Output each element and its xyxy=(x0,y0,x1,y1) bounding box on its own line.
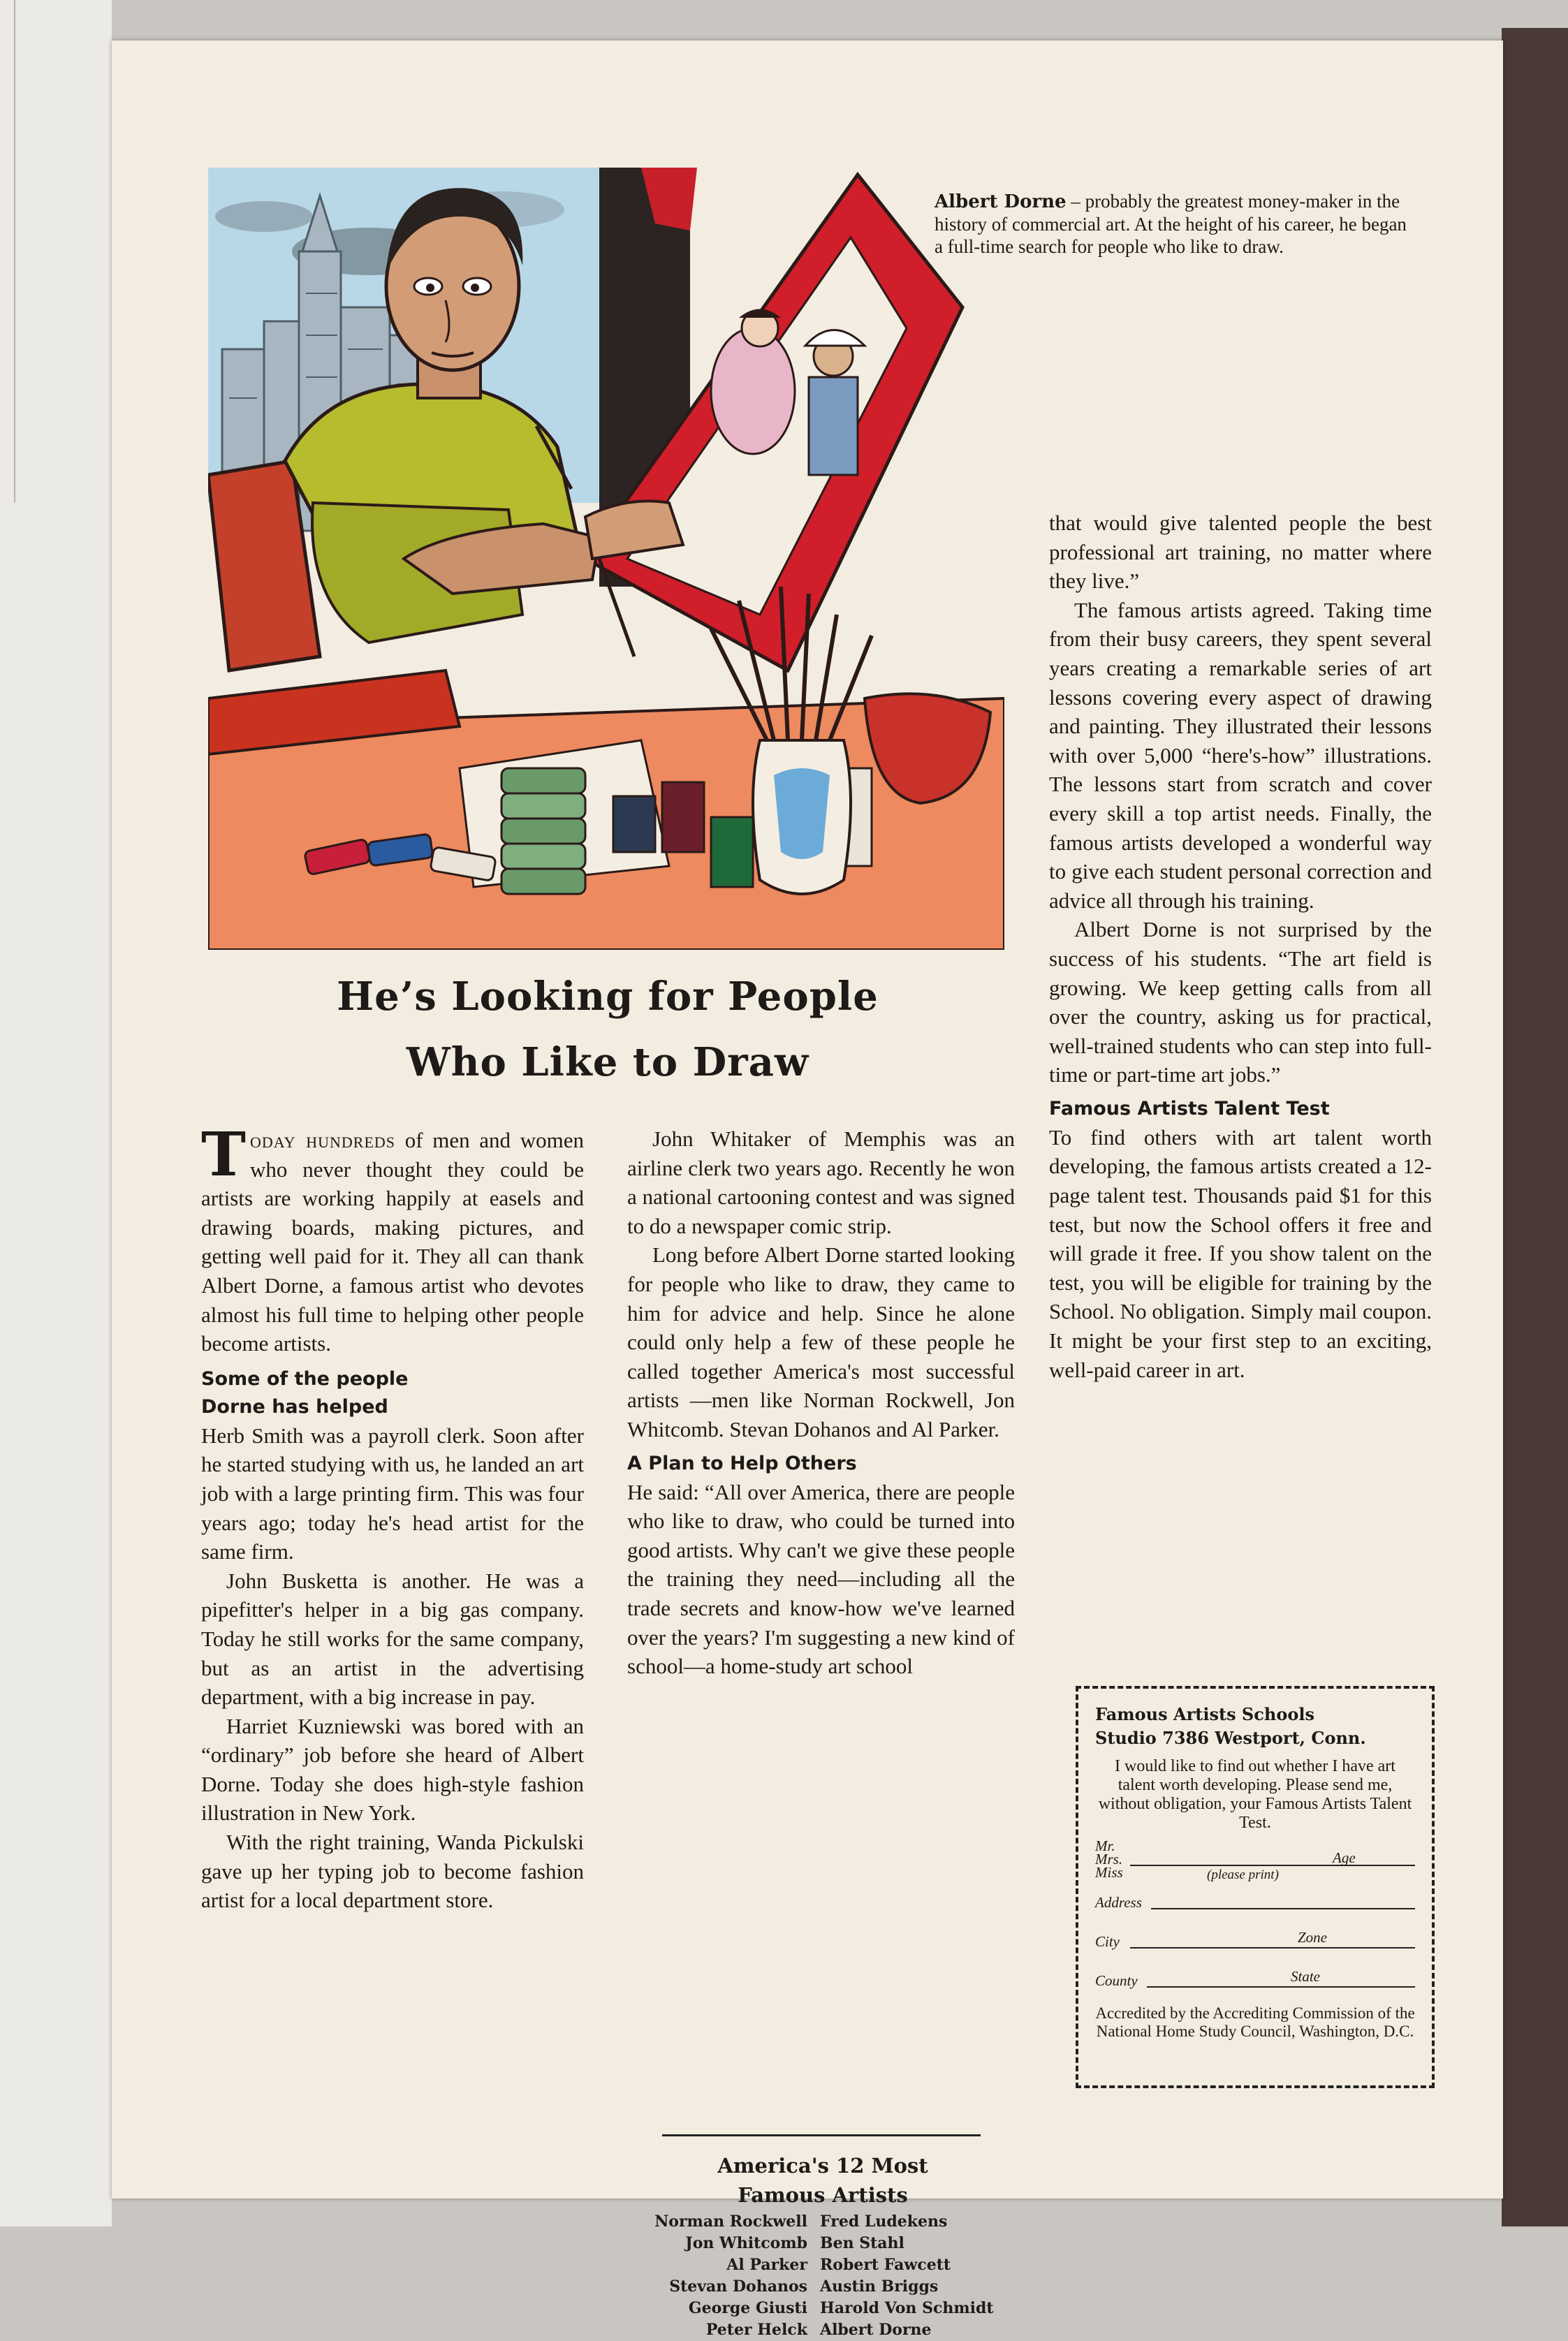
col2-paragraph-1: John Whitaker of Memphis was an airline clerk two years ago. Recently he won a national cartooning contest and was signed to do a newspaper comic strip. xyxy=(627,1127,1015,1238)
list-item xyxy=(627,2298,1018,2319)
zone-label: Zone xyxy=(1298,1929,1327,1946)
list-item xyxy=(627,2211,1018,2233)
col1-paragraph-3: John Busketta is another. He was a pipefitter's helper in a big gas company. Today he still works for the same company, but as an artist in the advertising department, with a big increase in pay. xyxy=(201,1568,584,1710)
column-3 xyxy=(1049,508,1432,1384)
col1-subhead-2: Dorne has helped xyxy=(201,1395,388,1418)
col3-paragraph-3: Albert Dorne is not surprised by the success of his students. “The art field is growing. We keep getting calls from all over the country, asking us for practical, well-trained students who can step into full-time or part-time art jobs.” xyxy=(1049,917,1432,1087)
artist-name: Jon Whitcomb xyxy=(685,2234,807,2252)
city-zone-field[interactable] xyxy=(1095,1926,1415,1953)
caption-text: – probably the greatest money-maker in the history of commercial art. At the height of his career, he began a full-time search for people who like to draw. xyxy=(935,191,1407,257)
address-field[interactable] xyxy=(1095,1887,1415,1914)
mail-coupon[interactable] xyxy=(1076,1686,1435,2088)
county-label: County xyxy=(1095,1972,1138,1989)
print-note: (please print) xyxy=(1207,1867,1279,1882)
col2-subhead: A Plan to Help Others xyxy=(627,1452,857,1474)
col3-paragraph-1: that would give talented people the best professional art training, no matter where they live.” xyxy=(1049,511,1432,594)
name-field[interactable] xyxy=(1095,1837,1415,1882)
list-item xyxy=(627,2276,1018,2298)
col3-subhead: Famous Artists Talent Test xyxy=(1049,1097,1330,1120)
artist-name: Albert Dorne xyxy=(820,2321,932,2339)
col3-paragraph-2: The famous artists agreed. Taking time from their busy careers, they spent several years creating a remarkable series of art lessons covering every aspect of drawing and painting. They illustrated their lessons with over 5,000 “here's-how” illustrations. The lessons start from scratch and cover every skill a top artist needs. Finally, the famous artists developed a wonderful way to give each student personal correction and advice all through his training. xyxy=(1049,597,1432,913)
city-label: City xyxy=(1095,1933,1120,1950)
caption xyxy=(935,190,1409,258)
artist-name: Norman Rockwell xyxy=(654,2212,807,2231)
col1-paragraph-2: Herb Smith was a payroll clerk. Soon after he started studying with us, he landed an art job with a large printing firm. This was four years ago; today he's head artist for the same firm. xyxy=(201,1423,584,1564)
coupon-title-1: Famous Artists Schools xyxy=(1095,1704,1314,1724)
col1-paragraph-5: With the right training, Wanda Pickulski gave up her typing job to become fashion artist for a local department store. xyxy=(201,1830,584,1913)
col1-paragraph-1 xyxy=(201,1120,584,1358)
column-2 xyxy=(627,1124,1015,1681)
state-label: State xyxy=(1291,1968,1320,1985)
col2-paragraph-3: He said: “All over America, there are people who like to draw, who could be turned into good artists. Why can't we give these people the training they need—including all the trade secrets and know-how we've learned over the years? I'm suggesting a new kind of school—a home-study art school xyxy=(627,1479,1015,1679)
famous-artists-list xyxy=(627,2211,1018,2341)
artist-name: Harold Von Schmidt xyxy=(820,2299,994,2317)
list-item xyxy=(627,2319,1018,2341)
col2-paragraph-2: Long before Albert Dorne started looking for people who like to draw, they came to him for advice and help. Since he alone could only help a few of these people he called together America's most successful artists —men like Norman Rockwell, Jon Whitcomb. Stevan Dohanos and Al Parker. xyxy=(627,1242,1015,1441)
famous-divider xyxy=(662,2134,981,2136)
drop-cap: T xyxy=(201,1120,246,1190)
col1-paragraph-4: Harriet Kuzniewski was bored with an “ordinary” job before she heard of Albert Dorne. Today she does high-style fashion illustration in New York. xyxy=(201,1713,584,1826)
col3-paragraph-4: To find others with art talent worth developing, the famous artists created a 12-page talent test. Thousands paid $1 for this test, but now the School offers it free and will grade it free. If you show talent on the test, you will be eligible for training by the School. No obligation. Simply mail coupon. It might be your first step to an exciting, well-paid career in art. xyxy=(1049,1124,1432,1382)
address-label: Address xyxy=(1095,1894,1142,1911)
salutation-label: Mr. Mrs. Miss xyxy=(1095,1837,1123,1881)
headline-line2: Who Like to Draw xyxy=(406,1039,809,1085)
col1-subhead-1: Some of the people xyxy=(201,1367,409,1390)
county-state-field[interactable] xyxy=(1095,1965,1415,1992)
column-1 xyxy=(201,1120,584,1915)
caption-name: Albert Dorne xyxy=(935,191,1067,212)
artist-name: Fred Ludekens xyxy=(820,2212,948,2231)
coupon-body: I would like to find out whether I have art talent worth developing. Please send me, without obligation, your Famous Artists Talent Test. xyxy=(1098,1757,1412,1832)
artist-name: Stevan Dohanos xyxy=(669,2277,807,2296)
background-crease xyxy=(14,0,15,503)
artist-name: Austin Briggs xyxy=(820,2277,939,2296)
artist-name: Peter Helck xyxy=(705,2321,807,2339)
headline xyxy=(210,964,1006,1095)
coupon-title-2: Studio 7386 Westport, Conn. xyxy=(1095,1728,1366,1748)
famous-title-line2: Famous Artists xyxy=(738,2183,908,2207)
accreditation-note: Accredited by the Accrediting Commission of the National Home Study Council, Washington, D.C. xyxy=(1095,2004,1415,2040)
list-item xyxy=(627,2254,1018,2276)
col1-p1-text: of men and women who never thought they could be artists are working happily at easels and drawing boards, making pictures, and getting well paid for it. They all can thank Albert Dorne, a famous artist who devotes almost his full time to helping other people become artists. xyxy=(201,1128,584,1356)
background-left xyxy=(0,0,112,2226)
artist-illustration xyxy=(208,168,1004,950)
artist-name: George Giusti xyxy=(688,2299,807,2317)
background-right xyxy=(1502,28,1568,2226)
famous-artists-title xyxy=(627,2151,1018,2210)
artist-name: Al Parker xyxy=(726,2256,807,2274)
headline-line1: He’s Looking for People xyxy=(337,974,879,1020)
artist-name: Robert Fawcett xyxy=(820,2256,951,2274)
list-item xyxy=(627,2233,1018,2254)
lead-smallcaps: oday hundreds xyxy=(250,1128,396,1152)
famous-title-line1: America's 12 Most xyxy=(717,2154,928,2178)
artist-name: Ben Stahl xyxy=(820,2234,904,2252)
age-label: Age xyxy=(1333,1849,1356,1866)
